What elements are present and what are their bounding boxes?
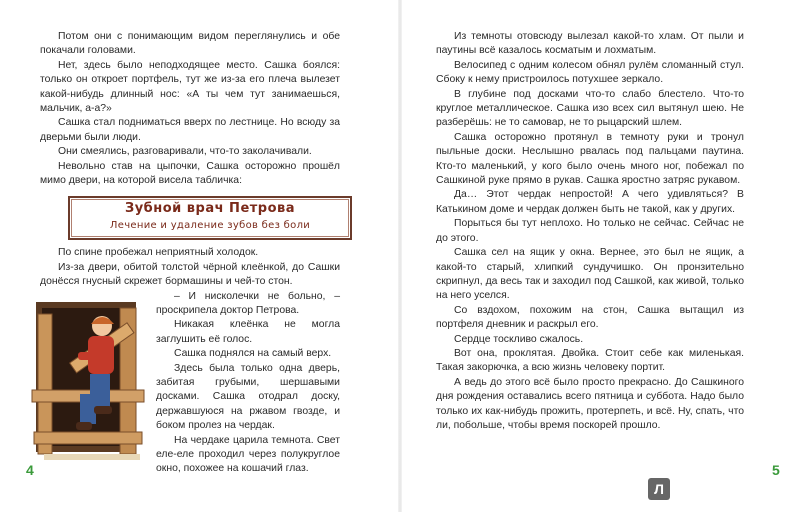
page-number-right: 5 (772, 462, 780, 478)
sign-title: Зубной врач Петрова (124, 201, 296, 217)
paragraph: – И нисколечки не больно, – проскрипела доктор Петрова. (156, 290, 340, 316)
left-text-column (40, 30, 340, 477)
publisher-logo-icon: Л (648, 478, 670, 500)
illustrated-section (40, 290, 340, 477)
paragraph: Здесь была только одна дверь, забитая грубыми, шершавыми досками. Сашка отодрал доску, державшуюся на ржавом гвозде, и боком пролез на чердак. (156, 362, 340, 432)
paragraph: Со вздохом, похожим на стон, Сашка вытащил из портфеля дневник и раскрыл его. (436, 304, 744, 331)
paragraph: По спине пробежал неприятный холодок. (58, 247, 259, 259)
paragraph: Велосипед с одним колесом обнял рулём сломанный стул. Сбоку к нему пристроилось потухшее зеркало. (436, 59, 744, 86)
paragraph: Сердце тоскливо сжалось. (454, 333, 584, 345)
paragraph: Невольно став на цыпочки, Сашка осторожно прошёл мимо двери, на которой висела табличка: (40, 160, 340, 187)
paragraph: Сашка стал подниматься вверх по лестнице. Но всюду за дверьми были люди. (40, 117, 340, 143)
paragraph: На чердаке царила темнота. Свет еле-еле проходил через полукруглое окно, похожее на кошачий глаз. (156, 434, 340, 475)
paragraph: Порыться бы тут неплохо. Но только не сейчас. Сейчас не до этого. (436, 218, 744, 244)
dentist-sign (68, 196, 352, 240)
right-text-column (436, 30, 744, 433)
page-number-left: 4 (26, 462, 34, 478)
paragraph: Сашка сел на ящик у окна. Вернее, это был не ящик, а какой-то старый, хлипкий сундучишко. Он пронзительно скрипнул, да весь так и заходил под Сашкой, как живой, только на него уселся. (436, 247, 744, 302)
paragraph: Сашка поднялся на самый верх. (174, 348, 332, 360)
sign-subtitle: Лечение и удаление зубов без боли (109, 219, 311, 231)
boy-at-door-illustration (30, 294, 148, 464)
paragraph: Нет, здесь было неподходящее место. Сашка боялся: только он откроет портфель, тут же из-за его плеча вылезет какой-нибудь длинный нос: «А ты чем тут занимаешься, мальчик, а-а?» (40, 59, 340, 115)
paragraph: В глубине под досками что-то слабо блестело. Что-то круглое металлическое. Сашка изо всех сил вытянул шею. Не разберёшь: не то самовар, не то рыцарский шлем. (436, 88, 744, 129)
paragraph: А ведь до этого всё было просто прекрасно. До Сашкиного дня рождения оставались всего пятница и суббота. Надо было только их как-нибудь прожить, протерпеть, и всё. Ну, спать, что ли, побольше, чтобы время поскорей прошло. (436, 376, 744, 431)
paragraph: Да… Этот чердак непростой! А чего удивляться? В Катькином доме и чердак должен быть не такой, как у других. (436, 189, 744, 215)
paragraph: Сашка осторожно протянул в темноту руки и тронул пыльные доски. Неслышно рвалась под пальцами паутина. Кто-то маленький, у кого было очень много ног, побежал по Сашкиной руке прямо в рукав. Сашка яростно затряс рукавом. (436, 131, 744, 187)
paragraph: Никакая клеёнка не могла заглушить её голос. (156, 319, 340, 345)
paragraph: Потом они с понимающим видом переглянулись и обе покачали головами. (40, 31, 340, 57)
right-page (400, 0, 800, 512)
paragraph: Они смеялись, разговаривали, что-то заколачивали. (58, 146, 312, 158)
paragraph: Вот она, проклятая. Двойка. Стоит себе как миленькая. Такая закорючка, а всю жизнь человеку портит. (436, 347, 744, 374)
paragraph: Из-за двери, обитой толстой чёрной клеёнкой, до Сашки донёсся гнусный скрежет бормашины и чей-то стон. (40, 261, 340, 288)
paragraph: Из темноты отовсюду вылезал какой-то хлам. От пыли и паутины всё казалось косматым и лохматым. (436, 31, 744, 57)
